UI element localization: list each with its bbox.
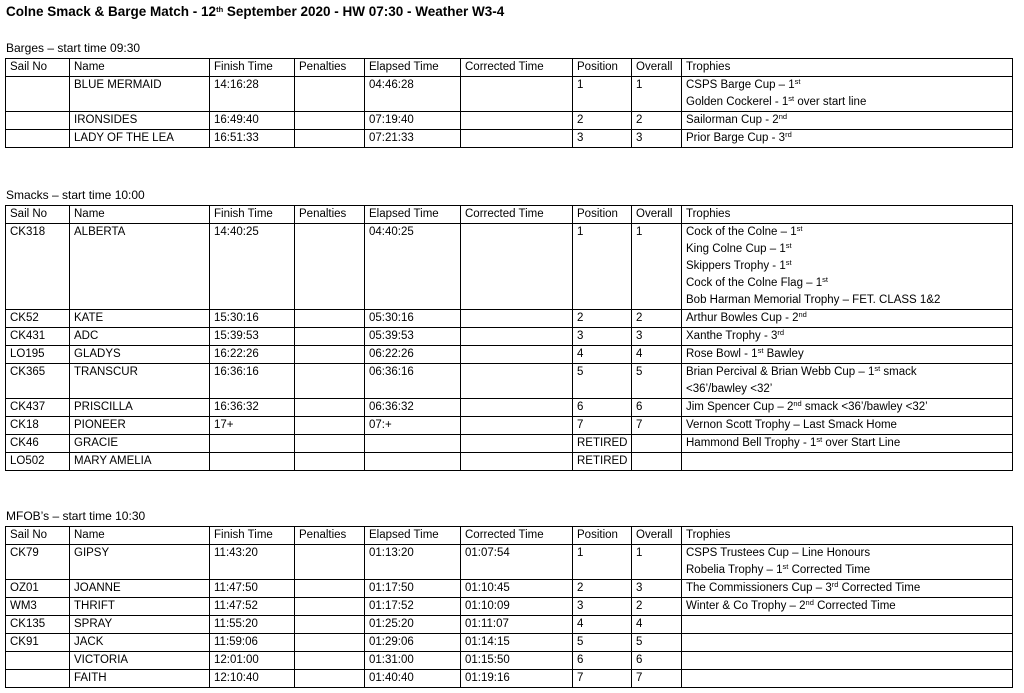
trophies-cell: [682, 310, 1013, 328]
penalties-cell: [295, 224, 365, 310]
position-cell: RETIRED: [573, 435, 632, 453]
finish-time-cell: [210, 435, 295, 453]
table-row: [6, 364, 1013, 399]
trophies-cell: [682, 130, 1013, 148]
overall-cell: 7: [632, 670, 682, 688]
table-row: [6, 399, 1013, 417]
mfobs-table: [5, 526, 1013, 688]
position-cell: 3: [573, 328, 632, 346]
name-cell: JACK: [70, 634, 210, 652]
table-row: [6, 580, 1013, 598]
corrected-time-cell: [461, 310, 573, 328]
overall-cell: 3: [632, 328, 682, 346]
sail-no-cell: CK52: [6, 310, 70, 328]
overall-cell: 3: [632, 130, 682, 148]
table-row: [6, 453, 1013, 471]
finish-time-cell: 11:47:52: [210, 598, 295, 616]
sail-no-cell: CK437: [6, 399, 70, 417]
penalties-cell: [295, 364, 365, 399]
header-row: [6, 59, 1013, 77]
corrected-time-cell: [461, 328, 573, 346]
column-header-corrected-time: Corrected Time: [461, 59, 573, 77]
penalties-cell: [295, 310, 365, 328]
sail-no-cell: LO502: [6, 453, 70, 471]
page-title: Colne Smack & Barge Match - 12th September 2020 - HW 07:30 - Weather W3-4: [6, 4, 505, 19]
name-cell: IRONSIDES: [70, 112, 210, 130]
penalties-cell: [295, 346, 365, 364]
name-cell: FAITH: [70, 670, 210, 688]
elapsed-time-cell: 05:30:16: [365, 310, 461, 328]
penalties-cell: [295, 130, 365, 148]
trophies-cell: [682, 399, 1013, 417]
column-header-trophies: Trophies: [682, 527, 1013, 545]
penalties-cell: [295, 598, 365, 616]
trophies-cell: [682, 224, 1013, 310]
position-cell: 5: [573, 364, 632, 399]
table-row: [6, 652, 1013, 670]
finish-time-cell: 12:01:00: [210, 652, 295, 670]
overall-cell: 2: [632, 112, 682, 130]
finish-time-cell: 11:47:50: [210, 580, 295, 598]
elapsed-time-cell: 01:29:06: [365, 634, 461, 652]
sail-no-cell: CK365: [6, 364, 70, 399]
trophy-line: Rose Bowl - 1st Bawley: [686, 346, 804, 360]
corrected-time-cell: [461, 417, 573, 435]
position-cell: 1: [573, 77, 632, 112]
position-cell: 7: [573, 417, 632, 435]
name-cell: GLADYS: [70, 346, 210, 364]
smacks-table: [5, 205, 1013, 471]
column-header-finish-time: Finish Time: [210, 59, 295, 77]
table-row: [6, 417, 1013, 435]
sail-no-cell: CK18: [6, 417, 70, 435]
penalties-cell: [295, 634, 365, 652]
trophy-line: King Colne Cup – 1st: [686, 241, 792, 255]
sail-no-cell: [6, 670, 70, 688]
elapsed-time-cell: [365, 435, 461, 453]
elapsed-time-cell: 06:36:16: [365, 364, 461, 399]
penalties-cell: [295, 652, 365, 670]
trophy-line: Robelia Trophy – 1st Corrected Time: [686, 562, 871, 576]
penalties-cell: [295, 616, 365, 634]
table-row: [6, 616, 1013, 634]
overall-cell: 5: [632, 634, 682, 652]
trophies-cell: [682, 616, 1013, 634]
name-cell: TRANSCUR: [70, 364, 210, 399]
finish-time-cell: 11:55:20: [210, 616, 295, 634]
overall-cell: [632, 435, 682, 453]
position-cell: 6: [573, 399, 632, 417]
column-header-finish-time: Finish Time: [210, 206, 295, 224]
column-header-overall: Overall: [632, 527, 682, 545]
name-cell: ADC: [70, 328, 210, 346]
penalties-cell: [295, 545, 365, 580]
column-header-position: Position: [573, 527, 632, 545]
elapsed-time-cell: 07:21:33: [365, 130, 461, 148]
trophy-line: Jim Spencer Cup – 2nd smack <36’/bawley <32’: [686, 399, 928, 413]
penalties-cell: [295, 112, 365, 130]
position-cell: 5: [573, 634, 632, 652]
penalties-cell: [295, 328, 365, 346]
overall-cell: 5: [632, 364, 682, 399]
column-header-sail-no: Sail No: [6, 206, 70, 224]
overall-cell: 4: [632, 346, 682, 364]
corrected-time-cell: [461, 364, 573, 399]
corrected-time-cell: 01:19:16: [461, 670, 573, 688]
column-header-overall: Overall: [632, 206, 682, 224]
trophies-cell: [682, 453, 1013, 471]
elapsed-time-cell: 05:39:53: [365, 328, 461, 346]
name-cell: KATE: [70, 310, 210, 328]
name-cell: GRACIE: [70, 435, 210, 453]
finish-time-cell: 16:36:16: [210, 364, 295, 399]
sail-no-cell: [6, 130, 70, 148]
barges-table: [5, 58, 1013, 148]
table-row: [6, 130, 1013, 148]
overall-cell: 1: [632, 77, 682, 112]
column-header-position: Position: [573, 206, 632, 224]
trophies-cell: [682, 580, 1013, 598]
column-header-position: Position: [573, 59, 632, 77]
trophies-cell: [682, 417, 1013, 435]
trophy-line: Winter & Co Trophy – 2nd Corrected Time: [686, 598, 896, 612]
column-header-corrected-time: Corrected Time: [461, 206, 573, 224]
penalties-cell: [295, 453, 365, 471]
position-cell: 1: [573, 545, 632, 580]
trophies-cell: [682, 670, 1013, 688]
penalties-cell: [295, 399, 365, 417]
finish-time-cell: 14:40:25: [210, 224, 295, 310]
table-row: [6, 310, 1013, 328]
column-header-sail-no: Sail No: [6, 59, 70, 77]
penalties-cell: [295, 77, 365, 112]
elapsed-time-cell: 01:40:40: [365, 670, 461, 688]
finish-time-cell: 11:43:20: [210, 545, 295, 580]
column-header-sail-no: Sail No: [6, 527, 70, 545]
trophy-line: <36’/bawley <32’: [686, 383, 773, 395]
elapsed-time-cell: 01:17:50: [365, 580, 461, 598]
corrected-time-cell: [461, 346, 573, 364]
name-cell: BLUE MERMAID: [70, 77, 210, 112]
finish-time-cell: 15:30:16: [210, 310, 295, 328]
overall-cell: [632, 453, 682, 471]
trophies-cell: [682, 328, 1013, 346]
trophy-line: Hammond Bell Trophy - 1st over Start Line: [686, 435, 901, 449]
trophy-line: Arthur Bowles Cup - 2nd: [686, 310, 807, 324]
name-cell: VICTORIA: [70, 652, 210, 670]
table-row: [6, 112, 1013, 130]
trophies-cell: [682, 435, 1013, 453]
table-row: [6, 328, 1013, 346]
sail-no-cell: CK318: [6, 224, 70, 310]
column-header-finish-time: Finish Time: [210, 527, 295, 545]
corrected-time-cell: 01:15:50: [461, 652, 573, 670]
column-header-penalties: Penalties: [295, 206, 365, 224]
trophy-line: Cock of the Colne Flag – 1st: [686, 275, 829, 289]
column-header-corrected-time: Corrected Time: [461, 527, 573, 545]
name-cell: JOANNE: [70, 580, 210, 598]
table-row: [6, 77, 1013, 112]
name-cell: GIPSY: [70, 545, 210, 580]
table-row: [6, 346, 1013, 364]
column-header-penalties: Penalties: [295, 527, 365, 545]
penalties-cell: [295, 417, 365, 435]
sail-no-cell: CK431: [6, 328, 70, 346]
corrected-time-cell: [461, 77, 573, 112]
sail-no-cell: CK91: [6, 634, 70, 652]
column-header-elapsed-time: Elapsed Time: [365, 527, 461, 545]
penalties-cell: [295, 580, 365, 598]
overall-cell: 1: [632, 545, 682, 580]
corrected-time-cell: 01:14:15: [461, 634, 573, 652]
overall-cell: 2: [632, 310, 682, 328]
table-row: [6, 634, 1013, 652]
sail-no-cell: CK46: [6, 435, 70, 453]
trophy-line: Bob Harman Memorial Trophy – FET. CLASS 1&2: [686, 294, 941, 306]
name-cell: MARY AMELIA: [70, 453, 210, 471]
corrected-time-cell: [461, 435, 573, 453]
corrected-time-cell: [461, 399, 573, 417]
trophy-line: CSPS Trustees Cup – Line Honours: [686, 547, 871, 559]
position-cell: 4: [573, 616, 632, 634]
position-cell: 1: [573, 224, 632, 310]
elapsed-time-cell: 01:17:52: [365, 598, 461, 616]
corrected-time-cell: [461, 112, 573, 130]
position-cell: 3: [573, 130, 632, 148]
name-cell: SPRAY: [70, 616, 210, 634]
overall-cell: 7: [632, 417, 682, 435]
name-cell: PIONEER: [70, 417, 210, 435]
corrected-time-cell: 01:11:07: [461, 616, 573, 634]
column-header-name: Name: [70, 206, 210, 224]
trophies-cell: [682, 112, 1013, 130]
section-label-smacks: Smacks – start time 10:00: [6, 188, 145, 202]
position-cell: 2: [573, 310, 632, 328]
column-header-elapsed-time: Elapsed Time: [365, 206, 461, 224]
position-cell: 3: [573, 598, 632, 616]
elapsed-time-cell: 01:31:00: [365, 652, 461, 670]
overall-cell: 6: [632, 399, 682, 417]
name-cell: THRIFT: [70, 598, 210, 616]
trophy-line: Golden Cockerel - 1st over start line: [686, 94, 867, 108]
trophy-line: Brian Percival & Brian Webb Cup – 1st smack: [686, 364, 917, 378]
position-cell: 2: [573, 112, 632, 130]
table-row: [6, 670, 1013, 688]
name-cell: ALBERTA: [70, 224, 210, 310]
sail-no-cell: CK135: [6, 616, 70, 634]
trophy-line: Skippers Trophy - 1st: [686, 258, 792, 272]
elapsed-time-cell: 04:46:28: [365, 77, 461, 112]
overall-cell: 4: [632, 616, 682, 634]
trophy-line: The Commissioners Cup – 3rd Corrected Time: [686, 580, 921, 594]
table-row: [6, 598, 1013, 616]
table-row: [6, 545, 1013, 580]
section-label-mfobs: MFOB’s – start time 10:30: [6, 509, 146, 523]
trophy-line: Xanthe Trophy - 3rd: [686, 328, 785, 342]
corrected-time-cell: [461, 453, 573, 471]
elapsed-time-cell: 07:19:40: [365, 112, 461, 130]
position-cell: 2: [573, 580, 632, 598]
trophies-cell: [682, 77, 1013, 112]
position-cell: RETIRED: [573, 453, 632, 471]
name-cell: LADY OF THE LEA: [70, 130, 210, 148]
elapsed-time-cell: 01:25:20: [365, 616, 461, 634]
trophies-cell: [682, 652, 1013, 670]
overall-cell: 1: [632, 224, 682, 310]
header-row: [6, 206, 1013, 224]
corrected-time-cell: [461, 224, 573, 310]
trophies-cell: [682, 364, 1013, 399]
finish-time-cell: 16:51:33: [210, 130, 295, 148]
column-header-trophies: Trophies: [682, 206, 1013, 224]
overall-cell: 6: [632, 652, 682, 670]
sail-no-cell: [6, 112, 70, 130]
trophies-cell: [682, 598, 1013, 616]
overall-cell: 2: [632, 598, 682, 616]
trophy-line: Cock of the Colne – 1st: [686, 224, 803, 238]
trophy-line: CSPS Barge Cup – 1st: [686, 77, 801, 91]
column-header-name: Name: [70, 527, 210, 545]
column-header-overall: Overall: [632, 59, 682, 77]
finish-time-cell: 16:36:32: [210, 399, 295, 417]
elapsed-time-cell: 06:22:26: [365, 346, 461, 364]
trophies-cell: [682, 545, 1013, 580]
sail-no-cell: WM3: [6, 598, 70, 616]
column-header-penalties: Penalties: [295, 59, 365, 77]
corrected-time-cell: 01:10:09: [461, 598, 573, 616]
sail-no-cell: [6, 652, 70, 670]
finish-time-cell: 14:16:28: [210, 77, 295, 112]
penalties-cell: [295, 670, 365, 688]
finish-time-cell: 16:22:26: [210, 346, 295, 364]
table-row: [6, 224, 1013, 310]
trophies-cell: [682, 634, 1013, 652]
penalties-cell: [295, 435, 365, 453]
position-cell: 6: [573, 652, 632, 670]
table-row: [6, 435, 1013, 453]
trophies-cell: [682, 346, 1013, 364]
sail-no-cell: OZ01: [6, 580, 70, 598]
corrected-time-cell: 01:10:45: [461, 580, 573, 598]
finish-time-cell: [210, 453, 295, 471]
sail-no-cell: LO195: [6, 346, 70, 364]
section-label-barges: Barges – start time 09:30: [6, 41, 141, 55]
column-header-trophies: Trophies: [682, 59, 1013, 77]
elapsed-time-cell: 01:13:20: [365, 545, 461, 580]
corrected-time-cell: [461, 130, 573, 148]
elapsed-time-cell: 06:36:32: [365, 399, 461, 417]
finish-time-cell: 16:49:40: [210, 112, 295, 130]
trophy-line: Prior Barge Cup - 3rd: [686, 130, 792, 144]
sail-no-cell: CK79: [6, 545, 70, 580]
elapsed-time-cell: 07:+: [365, 417, 461, 435]
finish-time-cell: 12:10:40: [210, 670, 295, 688]
overall-cell: 3: [632, 580, 682, 598]
trophy-line: Sailorman Cup - 2nd: [686, 112, 788, 126]
trophy-line: Vernon Scott Trophy – Last Smack Home: [686, 419, 897, 431]
header-row: [6, 527, 1013, 545]
corrected-time-cell: 01:07:54: [461, 545, 573, 580]
elapsed-time-cell: 04:40:25: [365, 224, 461, 310]
finish-time-cell: 15:39:53: [210, 328, 295, 346]
position-cell: 7: [573, 670, 632, 688]
finish-time-cell: 17+: [210, 417, 295, 435]
column-header-name: Name: [70, 59, 210, 77]
sail-no-cell: [6, 77, 70, 112]
position-cell: 4: [573, 346, 632, 364]
elapsed-time-cell: [365, 453, 461, 471]
column-header-elapsed-time: Elapsed Time: [365, 59, 461, 77]
name-cell: PRISCILLA: [70, 399, 210, 417]
finish-time-cell: 11:59:06: [210, 634, 295, 652]
